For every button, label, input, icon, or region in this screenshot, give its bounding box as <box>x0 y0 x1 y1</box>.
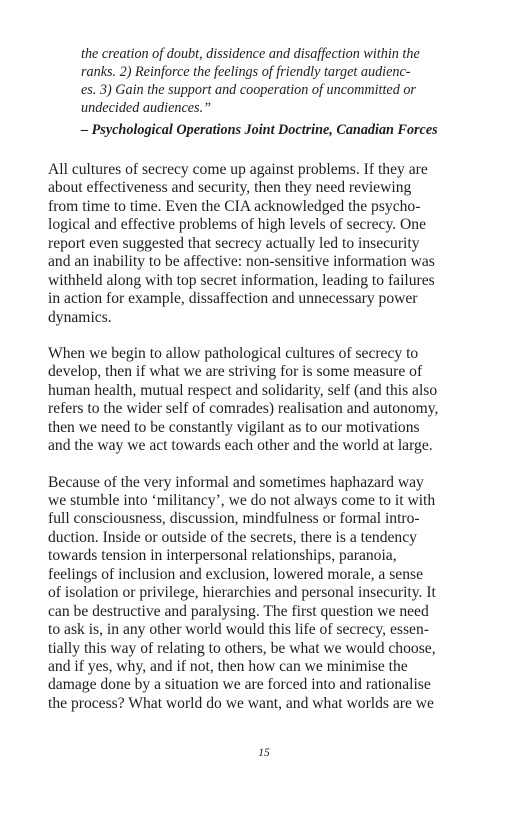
paragraph <box>48 345 468 456</box>
text-line: and if yes, why, and if not, then how can we minimise the <box>48 657 408 675</box>
text-line: we stumble into ‘militancy’, we do not always come to it with <box>48 492 436 509</box>
text-line: withheld along with top secret information, leading to failures <box>48 271 435 289</box>
quote-attribution: – Psychological Operations Joint Doctrine, Canadian Forces <box>81 122 438 138</box>
quote-line: ranks. 2) Reinforce the feelings of friendly target audienc- <box>81 64 411 80</box>
text-line: develop, then if what we are striving for is some measure of <box>48 363 423 381</box>
quote-line: undecided audiences.” <box>81 100 212 116</box>
text-line: damage done by a situation we are forced into and rationalise <box>48 676 431 694</box>
text-line: full consciousness, discussion, mindfulness or formal intro- <box>48 510 420 528</box>
text-line: and an inability to be affective: non-sensitive information was <box>48 253 435 271</box>
body-text <box>48 161 468 731</box>
text-line: to ask is, in any other world would this life of secrecy, essen- <box>48 621 429 639</box>
text-line: of isolation or privilege, hierarchies and personal insecurity. It <box>48 584 436 602</box>
text-line: then we need to be constantly vigilant as to our motivations <box>48 418 420 436</box>
block-quote <box>81 45 453 139</box>
text-line: report even suggested that secrecy actually led to insecurity <box>48 234 420 252</box>
text-line: logical and effective problems of high levels of secrecy. One <box>48 216 427 234</box>
text-line: and the way we act towards each other and the world at large. <box>48 437 433 455</box>
text-line: towards tension in interpersonal relationships, paranoia, <box>48 547 397 565</box>
text-line: tially this way of relating to others, be what we would choose, <box>48 639 436 657</box>
page-number: 15 <box>258 747 270 759</box>
text-line: refers to the wider self of comrades) realisation and autonomy, <box>48 400 439 418</box>
text-line: in action for example, dissaffection and unnecessary power <box>48 290 418 308</box>
quote-line: the creation of doubt, dissidence and disaffection within the <box>81 46 420 62</box>
text-line: feelings of inclusion and exclusion, lowered morale, a sense <box>48 565 424 583</box>
paragraph <box>48 474 468 714</box>
text-line: human health, mutual respect and solidarity, self (and this also <box>48 381 438 399</box>
text-line: the process? What world do we want, and what worlds are we <box>48 694 434 712</box>
text-line: duction. Inside or outside of the secrets, there is a tendency <box>48 528 417 546</box>
text-line: dynamics. <box>48 308 112 326</box>
paragraph <box>48 161 468 327</box>
text-line: When we begin to allow pathological cultures of secrecy to <box>48 344 419 362</box>
text-line: from time to time. Even the CIA acknowledged the psycho- <box>48 197 421 215</box>
text-line: can be destructive and paralysing. The first question we need <box>48 602 429 620</box>
text-line: about effectiveness and security, then they need reviewing <box>48 179 412 197</box>
text-line: All cultures of secrecy come up against problems. If they are <box>48 161 428 178</box>
quote-line: es. 3) Gain the support and cooperation of uncommitted or <box>81 82 416 98</box>
text-line: Because of the very informal and sometimes haphazard way <box>48 473 424 491</box>
